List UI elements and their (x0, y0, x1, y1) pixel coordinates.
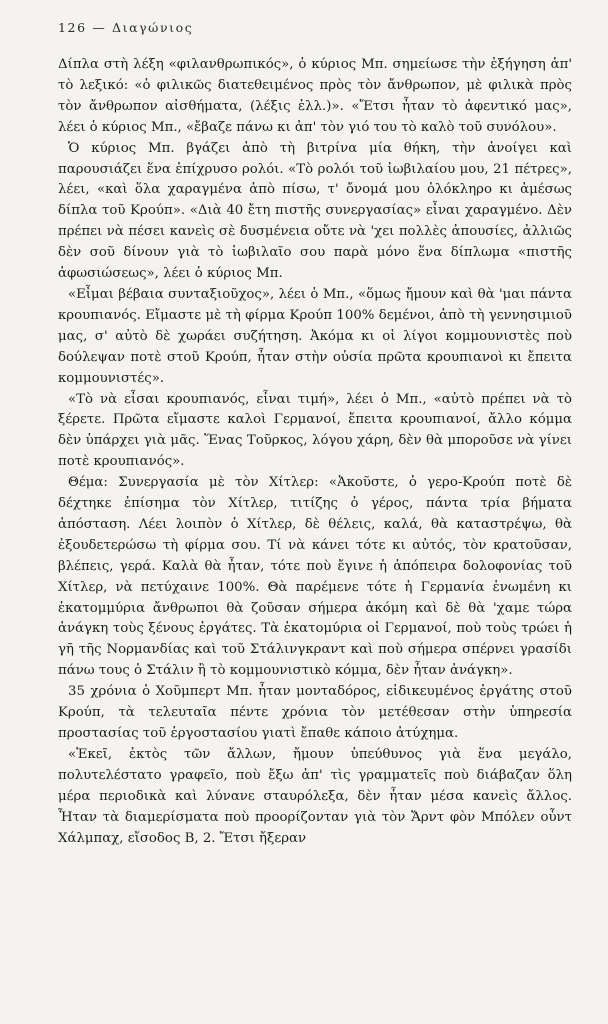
paragraph-6: 35 χρόνια ὁ Χοῦμπερτ Μπ. ἦταν μονταδόρος, εἰδικευμένος ἐργάτης στοῦ Κρούπ, τὰ τελευταῖα πέντε χρόνια τὸν μετέθεσαν στὴν ὑπηρεσία προστασίας τοῦ ἐργοστασίου γιατὶ ἔπαθε κάποιο ἀτύχημα. (58, 684, 572, 741)
paragraph-1: Δίπλα στὴ λέξη «φιλανθρωπικός», ὁ κύριος Μπ. σημείωσε τὴν ἐξήγηση ἀπ' τὸ λεξικό: «ὁ φιλικῶς διατεθειμένος πρὸς τὸν ἄνθρωπον, μὲ φιλικὰ πρὸς τὸν ἄνθρωπον αἰσθήματα, (λέξις ἑλλ.)». «Ἔτσι ἦταν τὸ ἀφεντικό μας», λέει ὁ κύριος Μπ., «ἔβαζε πάνω κι ἀπ' τὸν γιό του τὸ καλὸ τοῦ συνόλου». (58, 57, 572, 135)
paragraph-4: «Τὸ νὰ εἶσαι κρουπιανός, εἶναι τιμή», λέει ὁ Μπ., «αὐτὸ πρέπει νὰ τὸ ξέρετε. Πρῶτα εἴμαστε καλοὶ Γερμανοί, ἔπειτα κρουπιανοί, ἄλλο κόμμα δὲν ὑπάρχει γιὰ μᾶς. Ἕνας Τοῦρκος, λόγου χάρη, δὲν θὰ μποροῦσε νὰ γίνει ποτὲ κρουπιανός». (58, 391, 572, 470)
paragraph-3: «Εἶμαι βέβαια συνταξιοῦχος», λέει ὁ Μπ., «ὅμως ἤμουν καὶ θὰ 'μαι πάντα κρουπιανός. Εἴμαστε μὲ τὴ φίρμα Κρούπ 100% δεμένοι, ἀπὸ τὴ γεννησιμιοῦ μας, σ' αὐτὸ δὲ χωράει συζήτηση. Ἀκόμα κι οἱ λίγοι κομμουνιστὲς ποὺ δούλεψαν ποτὲ στοῦ Κρούπ, ἦταν στὴν οὐσία πρῶτα κρουπιανοὶ κι ἔπειτα κομμουνιστές». (58, 286, 572, 386)
book-page (58, 20, 572, 849)
running-title: Διαγώνιος (111, 20, 194, 35)
running-header (58, 20, 572, 35)
page-number: 126 (58, 20, 87, 35)
paragraph-2: Ὁ κύριος Μπ. βγάζει ἀπὸ τὴ βιτρίνα μία θήκη, τὴν ἀνοίγει καὶ παρουσιάζει ἕνα ἐπίχρυσο ρολόι. «Τὸ ρολόι τοῦ ἰωβιλαίου μου, 21 πέτρες», λέει, «καὶ ὅλα χαραγμένα ἀπὸ πίσω, τ' ὄνομά μου ὁλόκληρο κι ἀμέσως δίπλα τοῦ Κρούπ». «Διὰ 40 ἔτη πιστῆς συνεργασίας» εἶναι χαραγμένο. Δὲν πρέπει νὰ πέσει κανεὶς σὲ δυσμένεια οὔτε νὰ 'χει πολλὲς ἀπουσίες, ἀλλιῶς δὲν σοῦ δίνουν γιὰ τὸ ἰωβιλαῖο σου παρὰ μόνο ἕνα δίπλωμα «πιστῆς ἀφωσιώσεως», λέει ὁ κύριος Μπ. (58, 140, 572, 282)
body-text (58, 55, 572, 849)
paragraph-7: «Ἐκεῖ, ἐκτὸς τῶν ἄλλων, ἤμουν ὑπεύθυνος γιὰ ἕνα μεγάλο, πολυτελέστατο γραφεῖο, ποὺ ἔξω ἀπ' τὶς γραμματεῖς ποὺ διάβαζαν ὅλη μέρα περιοδικὰ καὶ λύνανε σταυρόλεξα, δὲν ἦταν μέσα κανεὶς ἄλλος. Ἦταν τὰ διαμερίσματα ποὺ προορίζονταν γιὰ τὸν Ἄρντ φὸν Μπόλεν οὖντ Χάλμπαχ, εἴσοδος Β, 2. Ἔτσι ἤξεραν (58, 746, 572, 846)
paragraph-5: Θέμα: Συνεργασία μὲ τὸν Χίτλερ: «Ἀκοῦστε, ὁ γερο-Κρούπ ποτὲ δὲ δέχτηκε ἐπίσημα τὸν Χίτλερ, τιτίζης ὁ γέρος, πάντα τρία βήματα ἀπόσταση. Λέει λοιπὸν ὁ Χίτλερ, δὲ θέλεις, καλά, θὰ καταστρέψω, θὰ ἐξουδετερώσω τὴ φίρμα σου. Τί νὰ κάνει τότε κι αὐτός, τὸν κρατοῦσαν, βλέπεις, γερά. Καλὰ θὰ ἦταν, τότε ποὺ ἔγινε ἡ ἀπόπειρα δολοφονίας τοῦ Χίτλερ, νὰ πετύχαινε 100%. Θὰ παρέμενε τότε ἡ Γερμανία ἑνωμένη κι ἑκατομμύρια ἄνθρωποι θὰ ζοῦσαν σήμερα ἀκόμη καὶ δὲ θὰ 'χαμε τώρα ἀνάγκη τοὺς ξένους ἐργάτες. Τὰ ἑκατομύρια οἱ Γερμανοί, ποὺ τοὺς τρώει ἡ γῆ τῆς Νορμανδίας καὶ τοῦ Στάλινγκραντ καὶ ποὺ σήμερα σπέρνει γρασίδι πάνω τους ὁ Στάλιν ἢ τὸ κομμουνιστικὸ κόμμα, δὲν ἦταν ἀνάγκη». (58, 475, 572, 679)
header-separator: — (92, 20, 107, 35)
